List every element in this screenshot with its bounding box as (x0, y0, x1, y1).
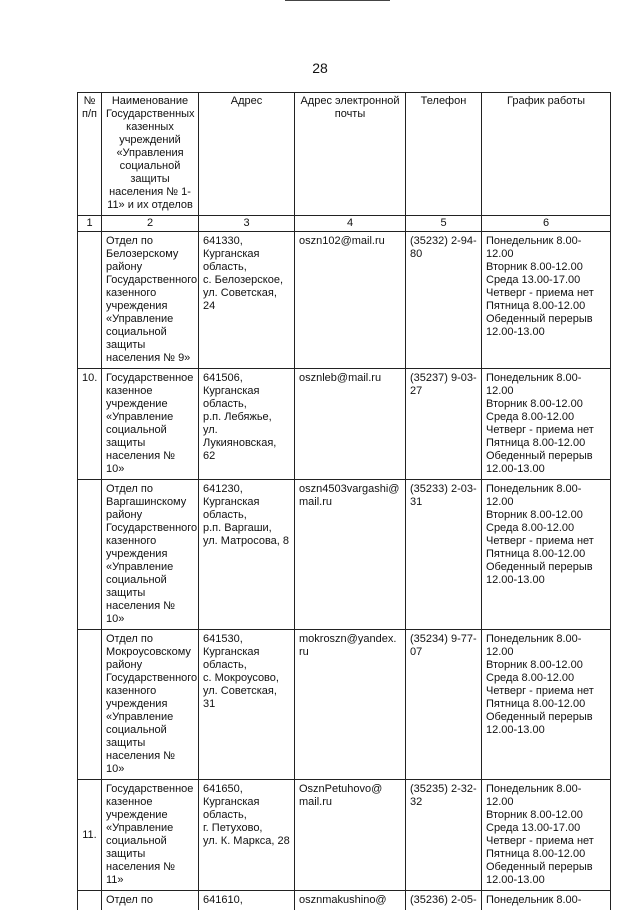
header-schedule: График работы (482, 93, 611, 216)
header-institution-name: Наименование Государственных казенных учреждений «Управления социальной защиты населения № 1- 11» и их отделов (102, 93, 199, 216)
work-schedule: Понедельник 8.00- 12.00 Вторник 8.00-12.00 Среда 13.00-17.00 Четверг - приема нет Пятница 8.00-12.00 Обеденный перерыв 12.00-13.00 (482, 780, 611, 891)
address: 641650, Курганская область, г. Петухово, ул. К. Маркса, 28 (199, 780, 295, 891)
phone: (35234) 9-77- 07 (406, 630, 482, 780)
institution-name: Отдел по (102, 891, 199, 910)
institution-name: Отдел по Мокроусовскому району Государственного казенного учреждения «Управление социальной защиты населения № 10» (102, 630, 199, 780)
top-edge-line (285, 0, 390, 1)
column-number: 1 (78, 216, 102, 232)
header-email: Адрес электронной почты (295, 93, 406, 216)
header-phone: Телефон (406, 93, 482, 216)
row-number (78, 480, 102, 630)
column-number: 3 (199, 216, 295, 232)
table-row (78, 369, 611, 480)
row-number (78, 232, 102, 369)
column-number: 2 (102, 216, 199, 232)
email: oszn102@mail.ru (295, 232, 406, 369)
column-number: 5 (406, 216, 482, 232)
address: 641330, Курганская область, с. Белозерское, ул. Советская, 24 (199, 232, 295, 369)
email: oszn4503vargashi@ mail.ru (295, 480, 406, 630)
table-row (78, 232, 611, 369)
table-row (78, 891, 611, 910)
institution-name: Отдел по Варгашинскому району Государственного казенного учреждения «Управление социальной защиты населения № 10» (102, 480, 199, 630)
institutions-table (77, 92, 611, 910)
institution-name: Государственное казенное учреждение «Управление социальной защиты населения № 10» (102, 369, 199, 480)
phone: (35232) 2-94- 80 (406, 232, 482, 369)
phone: (35233) 2-03- 31 (406, 480, 482, 630)
work-schedule: Понедельник 8.00- (482, 891, 611, 910)
table-header-row (78, 93, 611, 216)
address: 641610, (199, 891, 295, 910)
header-address: Адрес (199, 93, 295, 216)
row-number: 10. (78, 369, 102, 480)
column-number: 6 (482, 216, 611, 232)
work-schedule: Понедельник 8.00- 12.00 Вторник 8.00-12.00 Среда 8.00-12.00 Четверг - приема нет Пятница 8.00-12.00 Обеденный перерыв 12.00-13.00 (482, 630, 611, 780)
header-number: № п/п (78, 93, 102, 216)
address: 641530, Курганская область, с. Мокроусово, ул. Советская, 31 (199, 630, 295, 780)
email: osznmakushino@ (295, 891, 406, 910)
address: 641506, Курганская область, р.п. Лебяжье, ул. Лукияновская, 62 (199, 369, 295, 480)
institution-name: Государственное казенное учреждение «Управление социальной защиты населения № 11» (102, 780, 199, 891)
table-row (78, 630, 611, 780)
email: mokroszn@yandex. ru (295, 630, 406, 780)
row-number (78, 891, 102, 910)
phone: (35237) 9-03- 27 (406, 369, 482, 480)
work-schedule: Понедельник 8.00- 12.00 Вторник 8.00-12.00 Среда 8.00-12.00 Четверг - приема нет Пятница 8.00-12.00 Обеденный перерыв 12.00-13.00 (482, 369, 611, 480)
page-number: 28 (0, 60, 640, 76)
email: OsznPetuhovo@ mail.ru (295, 780, 406, 891)
address: 641230, Курганская область, р.п. Варгаши, ул. Матросова, 8 (199, 480, 295, 630)
column-number: 4 (295, 216, 406, 232)
column-number-row (78, 216, 611, 232)
institution-name: Отдел по Белозерскому району Государственного казенного учреждения «Управление социальной защиты населения № 9» (102, 232, 199, 369)
work-schedule: Понедельник 8.00- 12.00 Вторник 8.00-12.00 Среда 13.00-17.00 Четверг - приема нет Пятница 8.00-12.00 Обеденный перерыв 12.00-13.00 (482, 232, 611, 369)
table-row (78, 780, 611, 891)
row-number: 11. (78, 780, 102, 891)
phone: (35235) 2-32- 32 (406, 780, 482, 891)
phone: (35236) 2-05- (406, 891, 482, 910)
table-row (78, 480, 611, 630)
row-number (78, 630, 102, 780)
email: osznleb@mail.ru (295, 369, 406, 480)
work-schedule: Понедельник 8.00- 12.00 Вторник 8.00-12.00 Среда 8.00-12.00 Четверг - приема нет Пятница 8.00-12.00 Обеденный перерыв 12.00-13.00 (482, 480, 611, 630)
